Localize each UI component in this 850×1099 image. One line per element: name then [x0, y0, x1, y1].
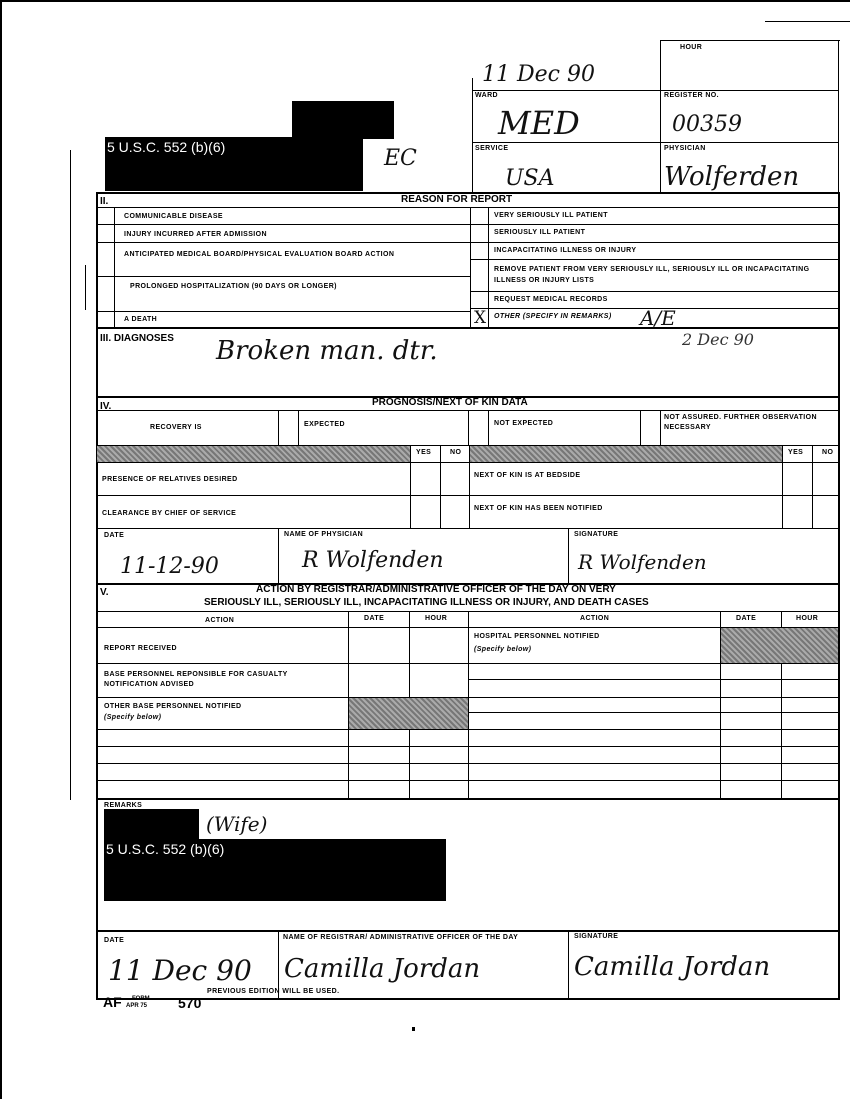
action-header: ACTION: [205, 617, 235, 624]
action-header: ACTION: [580, 615, 610, 622]
physician-label: PHYSICIAN: [664, 145, 706, 152]
col-divider: [440, 445, 441, 528]
reason-item: REQUEST MEDICAL RECORDS: [494, 296, 608, 303]
scan-speck: [412, 1027, 415, 1031]
diagnosis-value: Broken man. dtr.: [216, 336, 438, 366]
header-divider: [660, 40, 661, 192]
physician-name-label: NAME OF PHYSICIAN: [284, 531, 364, 538]
row-rule: [468, 712, 840, 713]
col-divider: [812, 445, 813, 528]
col-divider: [468, 611, 469, 798]
section-rule: [96, 798, 840, 800]
col-divider: [488, 410, 489, 445]
header-rule: [660, 40, 840, 41]
section3-title: III. DIAGNOSES: [100, 333, 174, 344]
nok-bedside-label: NEXT OF KIN IS AT BEDSIDE: [474, 472, 581, 479]
margin-rule: [85, 265, 86, 310]
no-header: NO: [450, 449, 462, 456]
row-rule: [96, 780, 840, 781]
row-rule: [96, 242, 470, 243]
row-rule: [96, 763, 840, 764]
row-rule: [96, 663, 468, 664]
footer-date-value: 11 Dec 90: [108, 954, 252, 987]
expected-label: EXPECTED: [304, 421, 345, 428]
reason-item: A DEATH: [124, 316, 158, 323]
col-divider: [468, 410, 469, 445]
row-rule: [470, 259, 840, 260]
section5-number: V.: [100, 587, 109, 598]
col-divider: [640, 410, 641, 445]
col-divider: [782, 445, 783, 528]
no-header: NO: [822, 449, 834, 456]
shaded-header: [470, 446, 782, 462]
other-value: A/E: [640, 306, 676, 330]
form-right-border: [838, 192, 840, 999]
page-top-border: [0, 0, 850, 2]
row-rule: [96, 528, 840, 529]
remarks-handwritten: (Wife): [206, 812, 268, 836]
form-word: FORM: [132, 996, 150, 1002]
redaction-label: 5 U.S.C. 552 (b)(6): [106, 841, 225, 857]
register-label: REGISTER NO.: [664, 92, 719, 99]
reason-item: VERY SERIOUSLY ILL PATIENT: [494, 212, 608, 219]
section5-title-2: SERIOUSLY ILL, SERIOUSLY ILL, INCAPACITATING ILLNESS OR INJURY, AND DEATH CASES: [204, 597, 649, 608]
shaded-header: [97, 446, 411, 462]
hour-header: HOUR: [425, 615, 448, 622]
ward-value: MED: [498, 104, 580, 142]
service-value: USA: [505, 166, 555, 191]
other-check-mark: X: [474, 308, 487, 328]
recovery-is-label: RECOVERY IS: [150, 424, 202, 431]
col-divider: [410, 445, 411, 528]
previous-edition-note: PREVIOUS EDITION WILL BE USED.: [207, 988, 340, 995]
hospital-notified-label: HOSPITAL PERSONNEL NOTIFIED: [474, 633, 600, 640]
registrar-label: NAME OF REGISTRAR/ ADMINISTRATIVE OFFICER OF THE DAY: [283, 934, 519, 941]
registrar-signature-value: Camilla Jordan: [574, 952, 771, 982]
col-divider: [278, 528, 279, 583]
reason-item: ANTICIPATED MEDICAL BOARD/PHYSICAL EVALUATION BOARD ACTION: [124, 251, 395, 258]
hour-label: HOUR: [680, 44, 703, 51]
col-divider: [568, 930, 569, 999]
section2-divider: [470, 207, 471, 327]
report-received-label: REPORT RECEIVED: [104, 645, 177, 652]
other-base-label: OTHER BASE PERSONNEL NOTIFIED: [104, 703, 242, 710]
register-value: 00359: [672, 112, 742, 137]
row-rule: [468, 679, 840, 680]
form-date: APR 75: [126, 1003, 148, 1009]
reason-item: SERIOUSLY ILL PATIENT: [494, 229, 586, 236]
remarks-label: REMARKS: [104, 802, 143, 809]
hour-header: HOUR: [796, 615, 819, 622]
date-header: DATE: [364, 615, 385, 622]
col-divider: [469, 445, 470, 528]
header-divider: [838, 40, 839, 192]
redaction-label: 5 U.S.C. 552 (b)(6): [107, 139, 226, 155]
form-af: AF: [103, 994, 122, 1010]
section5-title-1: ACTION BY REGISTRAR/ADMINISTRATIVE OFFICER OF THE DAY ON VERY: [256, 584, 616, 595]
section-rule: [96, 207, 840, 208]
section2-number: II.: [100, 196, 109, 207]
yes-header: YES: [788, 449, 804, 456]
row-rule: [96, 729, 840, 730]
col-divider: [278, 410, 279, 445]
form-number: 570: [178, 995, 202, 1011]
base-personnel-label: BASE PERSONNEL REPONSIBLE FOR CASUALTY NOTIFICATION ADVISED: [104, 671, 288, 688]
reason-item: INCAPACITATING ILLNESS OR INJURY: [494, 247, 637, 254]
physician-signature-value: R Wolfenden: [578, 550, 707, 574]
form-left-border: [96, 192, 98, 999]
service-label: SERVICE: [475, 145, 509, 152]
footer-date-label: DATE: [104, 937, 125, 944]
reason-item: COMMUNICABLE DISEASE: [124, 213, 224, 220]
diagnosis-date-note: 2 Dec 90: [682, 330, 754, 349]
page-left-border: [0, 0, 2, 1099]
section2-divider: [114, 207, 115, 327]
row-rule: [470, 224, 840, 225]
col-divider: [298, 410, 299, 445]
row-rule: [468, 663, 840, 664]
reason-item: OTHER (SPECIFY IN REMARKS): [494, 313, 612, 320]
presence-label: PRESENCE OF RELATIVES DESIRED: [102, 476, 238, 483]
section2-divider: [488, 207, 489, 327]
row-rule: [96, 697, 840, 698]
reason-item: INJURY INCURRED AFTER ADMISSION: [124, 231, 267, 238]
signature-label: SIGNATURE: [574, 531, 619, 538]
reason-item: REMOVE PATIENT FROM VERY SERIOUSLY ILL, SERIOUSLY ILL OR INCAPACITATING ILLNESS OR INJURY LISTS: [494, 266, 810, 284]
header-divider: [472, 78, 473, 192]
registrar-value: Camilla Jordan: [284, 954, 481, 984]
not-expected-label: NOT EXPECTED: [494, 420, 554, 427]
physician-value: Wolferden: [664, 162, 800, 192]
section-rule: [96, 930, 840, 932]
date-label: DATE: [104, 532, 125, 539]
row-rule: [96, 746, 840, 747]
section-rule: [96, 327, 840, 329]
row-rule: [96, 495, 840, 496]
handwritten-date: 11 Dec 90: [482, 62, 595, 87]
col-divider: [568, 528, 569, 583]
row-rule: [96, 462, 840, 463]
specify-below-label: (Specify below): [474, 646, 532, 653]
shaded-cell: [349, 697, 468, 729]
section4-number: IV.: [100, 401, 112, 412]
patient-mark: EC: [384, 146, 417, 171]
row-rule: [470, 291, 840, 292]
not-assured-label: NOT ASSURED. FURTHER OBSERVATION NECESSARY: [664, 414, 817, 431]
margin-rule: [70, 150, 71, 800]
date-header: DATE: [736, 615, 757, 622]
section2-title: REASON FOR REPORT: [401, 194, 513, 205]
section4-date-value: 11-12-90: [120, 554, 219, 579]
footer-signature-label: SIGNATURE: [574, 933, 619, 940]
header-rule: [472, 142, 838, 143]
nok-notified-label: NEXT OF KIN HAS BEEN NOTIFIED: [474, 505, 603, 512]
row-rule: [96, 311, 470, 312]
row-rule: [96, 224, 470, 225]
header-rule: [765, 21, 850, 22]
redaction-block: [104, 809, 199, 839]
section4-title: PROGNOSIS/NEXT OF KIN DATA: [372, 397, 528, 408]
row-rule: [470, 242, 840, 243]
ward-label: WARD: [475, 92, 498, 99]
row-rule: [96, 276, 470, 277]
clearance-label: CLEARANCE BY CHIEF OF SERVICE: [102, 510, 237, 517]
specify-below-label: (Specify below): [104, 714, 162, 721]
physician-name-value: R Wolfenden: [302, 548, 444, 573]
shaded-cell: [721, 628, 838, 663]
reason-item: PROLONGED HOSPITALIZATION (90 DAYS OR LONGER): [130, 283, 337, 290]
header-rule: [472, 90, 838, 91]
form-bottom-border: [96, 998, 840, 1000]
redaction-block: [292, 101, 394, 139]
col-divider: [660, 410, 661, 445]
yes-header: YES: [416, 449, 432, 456]
